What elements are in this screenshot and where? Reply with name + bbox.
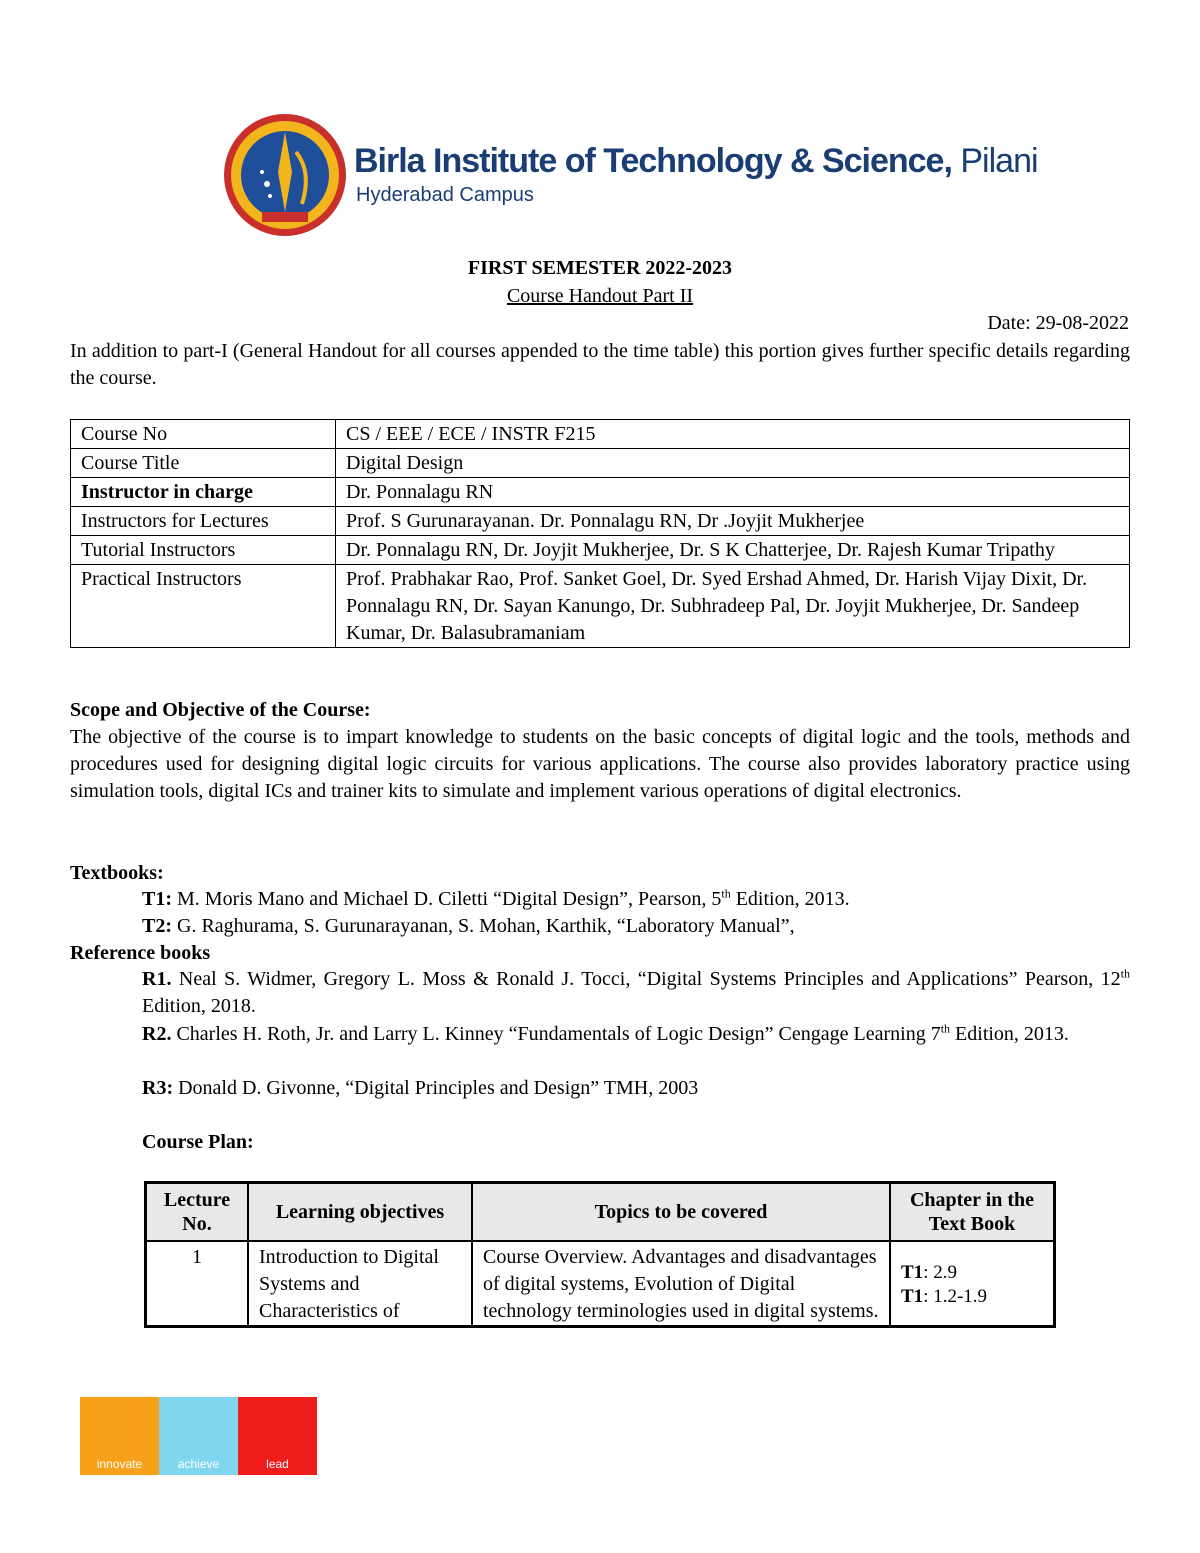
institute-seal-icon [222, 112, 348, 238]
lead-block: lead [238, 1397, 317, 1475]
page-title: FIRST SEMESTER 2022-2023 [467, 257, 733, 279]
course-info-table [70, 419, 1130, 648]
lecture-number: 1 [146, 1241, 249, 1327]
table-row [71, 478, 1130, 507]
learning-objective: Introduction to Digital Systems and Characteristics of [248, 1241, 472, 1327]
references-heading: Reference books [70, 942, 211, 964]
institute-name: Birla Institute of Technology & Science, Pilani [354, 142, 1038, 180]
scope-section [70, 697, 1130, 805]
chapter-reference: T1: 2.9 T1: 1.2-1.9 [890, 1241, 1055, 1327]
textbooks-heading: Textbooks: [70, 862, 164, 884]
footer-tagline [80, 1397, 318, 1475]
intro-paragraph: In addition to part-I (General Handout for all courses appended to the time table) this portion gives further specific details regarding the course. [70, 340, 1130, 389]
textbook-t2: T2: G. Raghurama, S. Gurunarayanan, S. Mohan, Karthik, “Laboratory Manual”, [142, 915, 795, 937]
col-learning-objectives: Learning objectives [248, 1183, 472, 1242]
info-label: Course Title [71, 449, 336, 478]
info-label: Instructors for Lectures [71, 507, 336, 536]
page-subtitle: Course Handout Part II [506, 285, 694, 307]
info-label: Tutorial Instructors [71, 536, 336, 565]
info-label: Practical Instructors [71, 565, 336, 648]
topics-covered: Course Overview. Advantages and disadvantages of digital systems, Evolution of Digital technology terminologies used in digital systems. [472, 1241, 890, 1327]
innovate-block: innovate [80, 1397, 159, 1475]
table-row [71, 420, 1130, 449]
table-row [71, 536, 1130, 565]
info-value: CS / EEE / ECE / INSTR F215 [336, 420, 1130, 449]
col-lecture-no: Lecture No. [146, 1183, 249, 1242]
table-header-row [146, 1183, 1055, 1242]
info-value: Prof. Prabhakar Rao, Prof. Sanket Goel, Dr. Syed Ershad Ahmed, Dr. Harish Vijay Dixit, Dr. Ponnalagu RN, Dr. Sayan Kanungo, Dr. Subhradeep Pal, Dr. Joyjit Mukherjee, Dr. Sandeep Kumar, Dr. Balasubramaniam [336, 565, 1130, 648]
textbook-t1: T1: M. Moris Mano and Michael D. Ciletti “Digital Design”, Pearson, 5th Edition, 2013. [142, 886, 850, 910]
scope-text: The objective of the course is to impart knowledge to students on the basic concepts of digital logic and the tools, methods and procedures used for designing digital logic circuits for various applications. The course also provides laboratory practice using simulation tools, digital ICs and trainer kits to simulate and implement various operations of digital electronics. [70, 726, 1130, 802]
table-row [71, 507, 1130, 536]
campus-name: Hyderabad Campus [356, 184, 534, 206]
institute-logo [222, 112, 1038, 247]
info-label: Instructor in charge [71, 478, 336, 507]
info-label: Course No [71, 420, 336, 449]
col-topics: Topics to be covered [472, 1183, 890, 1242]
info-value: Dr. Ponnalagu RN [336, 478, 1130, 507]
info-value: Digital Design [336, 449, 1130, 478]
table-row [71, 449, 1130, 478]
course-plan-table [144, 1181, 1056, 1328]
table-row [146, 1241, 1055, 1327]
table-row [71, 565, 1130, 648]
reference-r2: R2. Charles H. Roth, Jr. and Larry L. Kinney “Fundamentals of Logic Design” Cengage Learning 7th Edition, 2013. [142, 1021, 1069, 1045]
info-value: Prof. S Gurunarayanan. Dr. Ponnalagu RN, Dr .Joyjit Mukherjee [336, 507, 1130, 536]
scope-heading: Scope and Objective of the Course: [70, 699, 371, 721]
reference-r1: R1. Neal S. Widmer, Gregory L. Moss & Ronald J. Tocci, “Digital Systems Principles and Applications” Pearson, 12th Edition, 2018. [142, 966, 1130, 1017]
achieve-block: achieve [159, 1397, 238, 1475]
course-plan-heading: Course Plan: [142, 1131, 254, 1153]
reference-r3: R3: Donald D. Givonne, “Digital Principles and Design” TMH, 2003 [142, 1077, 699, 1099]
col-chapter: Chapter in the Text Book [890, 1183, 1055, 1242]
handout-date: Date: 29-08-2022 [987, 312, 1129, 334]
info-value: Dr. Ponnalagu RN, Dr. Joyjit Mukherjee, Dr. S K Chatterjee, Dr. Rajesh Kumar Tripathy [336, 536, 1130, 565]
